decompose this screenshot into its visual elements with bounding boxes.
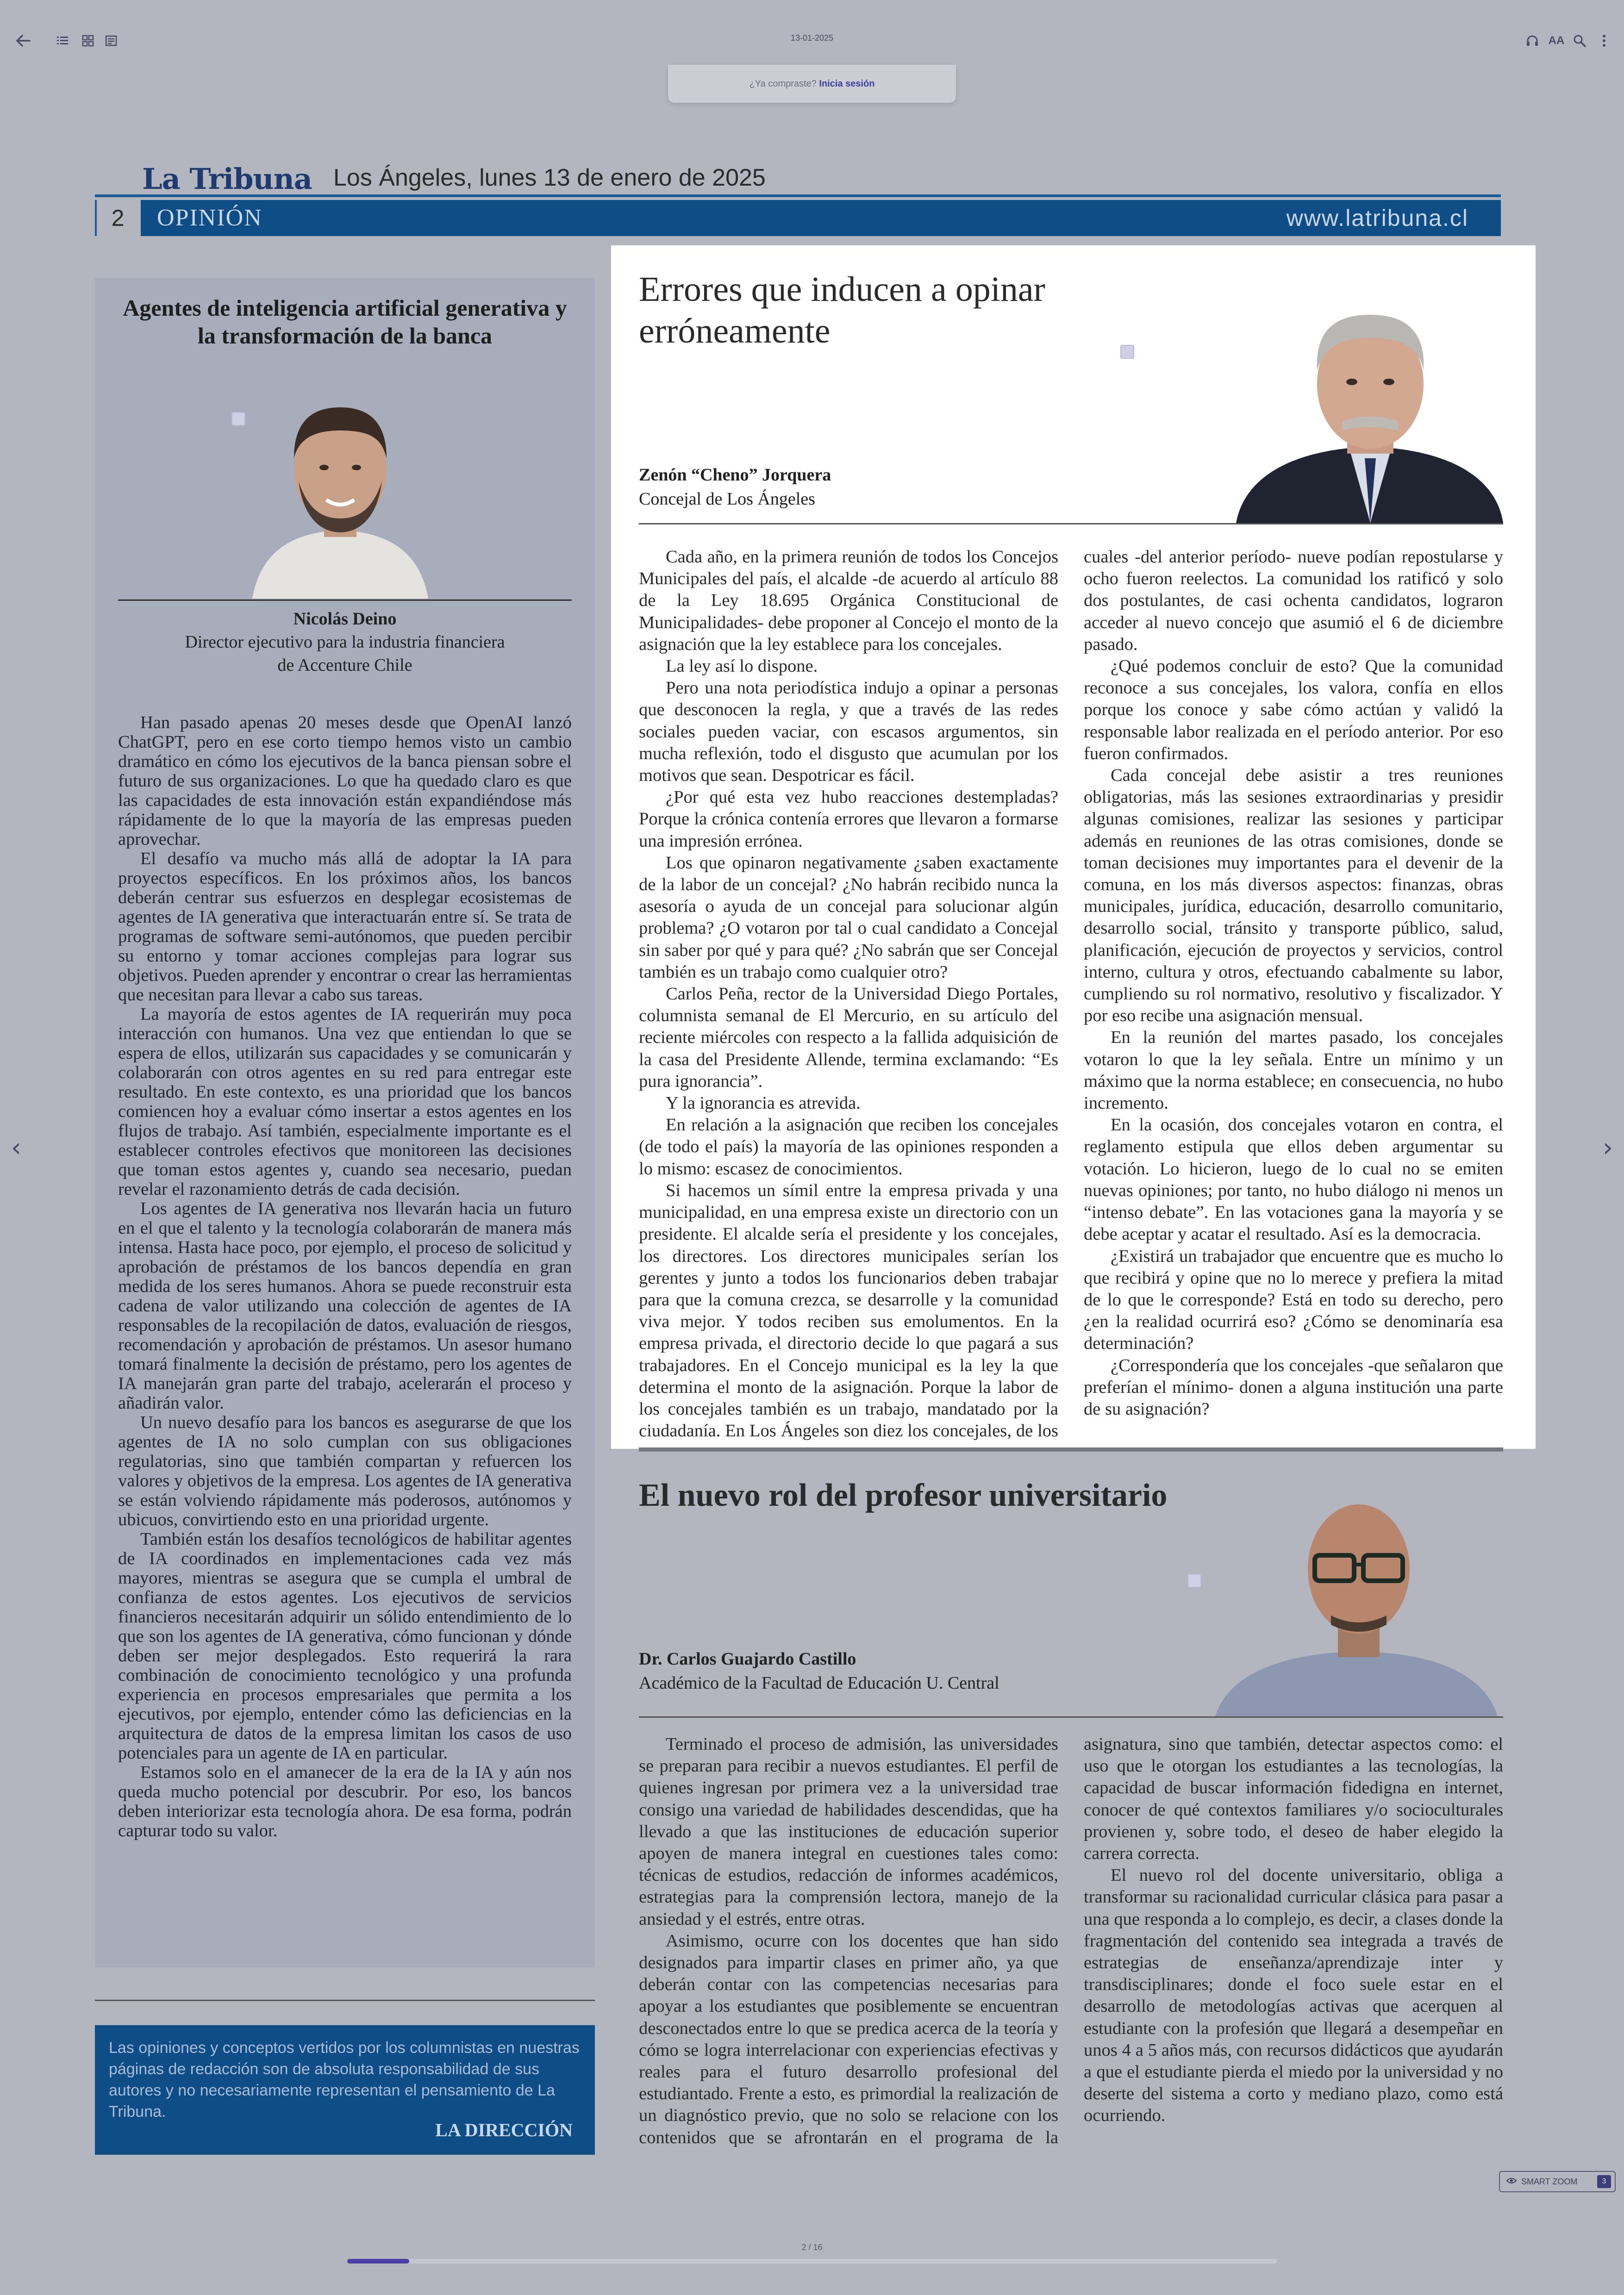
masthead-date: Los Ángeles, lunes 13 de enero de 2025 (333, 164, 766, 191)
article-title: Errores que inducen a opinar erróneamente (639, 270, 1045, 350)
hotspot-marker[interactable] (1187, 1574, 1201, 1588)
paragraph: ¿Qué podemos concluir de esto? Que la comunidad reconoce a sus concejales, los valora, confía en ellos porque los conoce y sabe cómo actúan y validó la responsable labor realizada en el período anterior. Por eso fueron confirmados. (1084, 656, 1503, 763)
paragraph: El desafío va mucho más allá de adoptar la IA para proyectos específicos. En los próximos años, los bancos deberán centrar sus esfuerzos en desplegar ecosistemas de agentes de IA generativa que interactuarán entre sí. Se trata de programas de software semi-autónomos, que pueden percibir su entorno y tomar acciones complejas para lograr sus objetivos. Pueden aprender y encontrar o crear las herramientas que necesitan para llevar a cabo sus tareas. (118, 849, 572, 1004)
paragraph: En la ocasión, dos concejales votaron en contra, el reglamento estipula que ellos deben argumentar su votación. Lo hicieron, luego de lo cual no se emiten nuevas opiniones; por tanto, no hubo diálogo ni menos un “intenso debate”. En las votaciones gana la mayoría y se debe aceptar y acatar el resultado. Así es la democracia. (1084, 1115, 1503, 1244)
author-role: Académico de la Facultad de Educación U. Central (639, 1673, 999, 1693)
author-role: Director ejecutivo para la industria financiera (185, 632, 505, 652)
paragraph: Carlos Peña, rector de la Universidad Diego Portales, columnista semanal de El Mercurio, en su artículo del reciente miércoles con respecto a la fallida adquisición de la casa del Presidente Allende, termina exclamando: “Es pura ignorancia”. (639, 984, 1058, 1091)
paragraph: Cada concejal debe asistir a tres reuniones obligatorias, más las sesiones extraordinarias y presidir algunas comisiones, realizar las sesiones y participar además en reuniones de las otras comisiones, donde se toman decisiones muy importantes para el devenir de la comuna, en los más diversos aspectos: finanzas, obras municipales, jurídica, educación, desarrollo comunitario, desarrollo social, tránsito y transporte público, salud, planificación, ejecución de proyectos y servicios, control interno, cultura y otros, efectuando cabalmente su labor, cumpliendo su rol normativo, resolutivo y fiscalizador. Y por eso recibe una asignación mensual. (1084, 766, 1503, 1026)
login-link[interactable]: Inicia sesión (819, 79, 875, 89)
paragraph: Los que opinaron negativamente ¿saben exactamente de la labor de un concejal? ¿No habrán recibido nunca la asesoría o ayuda de un concejal para solucionar algún problema? ¿O votaron por tal o cual candidato a Concejal sin saber por qué y para qué? ¿No sabrán que ser Concejal también es un trabajo como cualquier otro? (639, 853, 1058, 982)
paragraph: Cada año, en la primera reunión de todos los Concejos Municipales del país, el alcalde -de acuerdo al artículo 88 de la Ley 18.695 Orgánica Constitucional de Municipalidades- debe proponer al Concejo el monto de la asignación que la ley establece para los concejales. (639, 547, 1058, 654)
author-photo (1236, 282, 1503, 523)
article-title[interactable]: El nuevo rol del profesor universitario (639, 1478, 1168, 1513)
paragraph: En la reunión del martes pasado, los concejales votaron lo que la ley señala. Entre un mínimo y un máximo que la norma establece; en consecuencia, no hubo incremento. (1084, 1028, 1503, 1113)
editorial-disclaimer (95, 2025, 595, 2155)
chevron-left-icon[interactable]: ‹ (11, 1133, 22, 1163)
paragraph: Han pasado apenas 20 meses desde que OpenAI lanzó ChatGPT, pero en ese corto tiempo hemos visto un cambio dramático en cómo los ejecutivos de la banca piensan sobre el futuro de sus organizaciones. Lo que ha quedado claro es que las capacidades de esta innovación están expandiéndose más rápidamente de lo que la mayoría de las empresas pueden aprovechar. (118, 713, 572, 849)
paragraph: El nuevo rol del docente universitario, obliga a transformar su racionalidad curricular clásica para pasar a una que responda a lo complejo, es decir, a clases donde la fragmentación del contenido sea integrada a través de estrategias de enseñanza/aprendizaje inter y transdisciplinares; donde el foco suele estar en el desarrollo de metodologías activas que acerquen al estudiante con la profesión que llegará a desempeñar en unos 4 a 5 años más, con recursos didácticos que ayudarán a que el estudiante pierda el miedo por la universidad y no deserte del sistema a corto y mediano plazo, como está ocurriendo. (1084, 1865, 1503, 2126)
author-photo (234, 370, 447, 599)
headphones-icon[interactable] (1523, 28, 1542, 54)
article-author-block (639, 463, 831, 511)
more-vertical-icon[interactable] (1595, 28, 1613, 54)
login-prompt (668, 65, 956, 103)
newspaper-page (95, 153, 1501, 2171)
site-url: www.latribuna.cl (1286, 205, 1468, 231)
section-bar (95, 194, 1501, 236)
paragraph: La ley así lo dispone. (666, 656, 818, 676)
page-progress-fill (347, 2259, 409, 2264)
paragraph: Si hacemos un símil entre la empresa privada y una municipalidad, en una empresa existe un directorio con un presidente. El alcalde sería el presidente y los concejales, los directores. Los directores municipales serían los gerentes y junto a todos los funcionarios deben trabajar para que la comuna crezca, se desarrolle y la comunidad viva mejor. Y todos reciben sus emolumentos. En la empresa privada, el directorio decide lo que pagará a sus trabajadores. En el Concejo municipal es la ley la que determina el monto de la asignación. Porque la labor de los concejales también es un trabajo, mandatado por la ciudadanía. En Los Ángeles son diez los concejales, de los cuales -del anterior período- nueve podían repostularse y ocho fueron reelectos. La comunidad los ratificó y solo dos postulantes, de casi ochenta candidatos, lograron acceder al nuevo concejo que asumió el 6 de diciembre pasado. (639, 547, 1503, 1441)
smart-zoom-button[interactable] (1499, 2171, 1616, 2192)
hotspot-marker[interactable] (1120, 345, 1134, 359)
newspaper-logo: La Tribuna (142, 162, 312, 196)
paragraph: Un nuevo desafío para los bancos es asegurarse de que los agentes de IA no solo cumplan con sus obligaciones regulatorias, sino que también compartan y refuercen los valores y objetivos de la empresa. Los agentes de IA generativa se están volviendo rápidamente más poderosos, autónomos y ubicuos, convirtiendo esto en una prioridad urgente. (118, 1413, 572, 1529)
divider (639, 1447, 1503, 1452)
paragraph: ¿Existirá un trabajador que encuentre que es mucho lo que recibirá y opine que no lo merece y prefiera la mitad de lo que le corresponde? Está en todo su derecho, pero ¿en la realidad ocurrirá eso? ¿Cómo se denominaría esa determinación? (1084, 1246, 1503, 1353)
author-name: Dr. Carlos Guajardo Castillo (639, 1649, 856, 1669)
paragraph: Los agentes de IA generativa nos llevarán hacia un futuro en el que el talento y la tecnología colaborarán de manera más intensa. Hasta hace poco, por ejemplo, el proceso de solicitud y aprobación de préstamos de los bancos dependía en gran medida de los seres humanos. Ahora se puede reconstruir esta cadena de valor utilizando una colección de agentes de IA responsables de la recopilación de datos, evaluación de riesgos, recomendación y aprobación de préstamos. Un asesor humano tomará finalmente la decisión de préstamo, pero los agentes de IA manejarán gran parte del trabajo, acelerarán el proceso y añadirán valor. (118, 1199, 572, 1413)
hotspot-marker[interactable] (231, 412, 245, 426)
login-question: ¿Ya compraste? (749, 79, 817, 89)
chevron-right-icon[interactable]: › (1602, 1133, 1613, 1163)
paragraph: ¿Correspondería que los concejales -que señalaron que preferían el mínimo- donen a alguna institución una parte de su asignación? (1084, 1355, 1503, 1419)
divider (639, 1716, 1503, 1718)
disclaimer-signature: LA DIRECCIÓN (435, 2120, 573, 2140)
page-progress-bar[interactable] (347, 2259, 1277, 2264)
article-author-block (639, 1647, 999, 1695)
eye-icon (1506, 2177, 1517, 2187)
paragraph: Y la ignorancia es atrevida. (666, 1093, 861, 1113)
author-role: de Accenture Chile (277, 655, 412, 675)
issue-date: 13-01-2025 (790, 33, 834, 43)
highlighted-article[interactable] (611, 245, 1536, 1449)
paragraph: Pero una nota periodística indujo a opinar a personas que desconocen la regla, y que a través de las redes sociales pueden vaciar, con escasos argumentos, sin mucha reflexión, todo el disgusto que acumulan por los motivos que sean. Despotricar es fácil. (639, 678, 1058, 786)
divider (95, 2000, 595, 2001)
left-article (95, 278, 595, 1967)
author-name: Nicolás Deino (293, 609, 397, 629)
smart-zoom-label: SMART ZOOM (1521, 2177, 1578, 2186)
paragraph: ¿Por qué esta vez hubo reacciones destempladas? Porque la crónica contenía errores que llevaron a formarse una impresión errónea. (639, 787, 1058, 851)
section-title: OPINIÓN (157, 205, 262, 231)
divider (639, 523, 1503, 524)
section-name (141, 200, 1501, 236)
paragraph: Terminado el proceso de admisión, las universidades se preparan para recibir a nuevos estudiantes. El perfil de quienes ingresan por primera vez a la universidad trae consigo una variedad de habilidades descendidas, que ha llevado a que las instituciones de educación superior apoyen de manera integral en cuestiones tales como: técnicas de estudios, redacción de informes académicos, estrategias para la comprensión lectora, manejo de la ansiedad y el estrés, entre otras. (639, 1734, 1058, 1929)
page-number: 2 (95, 200, 139, 236)
smart-zoom-badge: 3 (1597, 2175, 1611, 2188)
paragraph: La mayoría de estos agentes de IA requerirán muy poca interacción con humanos. Una vez que entiendan lo que se espera de ellos, utilizarán sus capacidades y se comunicarán y colaborarán con otros agentes en su red para entregar este resultado. En este contexto, es una prioridad que los bancos comiencen hoy a evaluar cómo insertar a estos agentes en los flujos de trabajo. Así también, especialmente importante es el establecer controles efectivos que monitoreen las decisiones que toman estos agentes y, cuando sea necesario, puedan revelar el razonamiento detrás de cada decisión. (118, 1004, 572, 1199)
paragraph: En relación a la asignación que reciben los concejales (de todo el país) la mayoría de las opiniones responden a lo mismo: escasez de conocimientos. (639, 1115, 1058, 1179)
left-article-body (118, 713, 572, 1840)
left-author-block (118, 607, 572, 677)
author-name: Zenón “Cheno” Jorquera (639, 465, 831, 485)
paragraph: Estamos solo en el amanecer de la era de la IA y aún nos queda mucho potencial por descubrir. Por eso, los bancos deben interiorizar esta tecnología ahora. De esa forma, podrán capturar todo su valor. (118, 1763, 572, 1840)
author-role: Concejal de Los Ángeles (639, 489, 815, 509)
divider (118, 599, 572, 601)
search-icon[interactable] (1570, 28, 1589, 54)
article-body (639, 546, 1503, 1442)
page-counter: 2 / 16 (801, 2243, 823, 2252)
paragraph: También están los desafíos tecnológicos de habilitar agentes de IA coordinados en implementaciones cada vez más mayores, mientras se asegura que se cumpla el umbral de confianza de estos agentes. Los ejecutivos de servicios financieros necesitarán adquirir un sólido entendimiento de lo que son los agentes de IA generativa, cómo funcionan y dónde deben ser mejor desplegados. Esto requerirá la rara combinación de conocimiento tecnológico y una profunda experiencia en procesos empresariales que permita a los ejecutivos, por ejemplo, entender cómo las deficiencias en la arquitectura de datos de la empresa limitan los casos de uso potenciales para un agente de IA en particular. (118, 1529, 572, 1763)
text-size-button[interactable]: AA (1548, 34, 1565, 47)
disclaimer-text: Las opiniones y conceptos vertidos por los columnistas en nuestras páginas de redacción son de absoluta responsabilidad de sus autores y no necesariamente representan el pensamiento de La Tribuna. (109, 2039, 580, 2120)
article-body (639, 1734, 1503, 2149)
left-article-title: Agentes de inteligencia artificial generativa y la transformación de la banca (123, 295, 567, 349)
author-photo (1206, 1477, 1503, 1716)
paragraph: Asimismo, ocurre con los docentes que han sido designados para impartir clases en primer año, ya que deberán contar con las competencias necesarias para apoyar a los estudiantes que posiblemente se encuentran desconectados entre lo que se predica acerca de la teoría y cómo se logra interrelacionar con experiencias efectivas y reales para el futuro desarrollo profesional del estudiantado. Frente a esto, es primordial la realización de un diagnóstico previo, que no solo se relacione con los contenidos que se afrontarán en el programa de la asignatura, sino que también, detectar aspectos como: el uso que le otorgan los estudiantes a las tecnologías, la capacidad de buscar información fidedigna en internet, conocer de qué contextos familiares y/o socioculturales provienen y, sobre todo, el deseo de haber elegido la carrera correcta. (639, 1734, 1503, 2147)
